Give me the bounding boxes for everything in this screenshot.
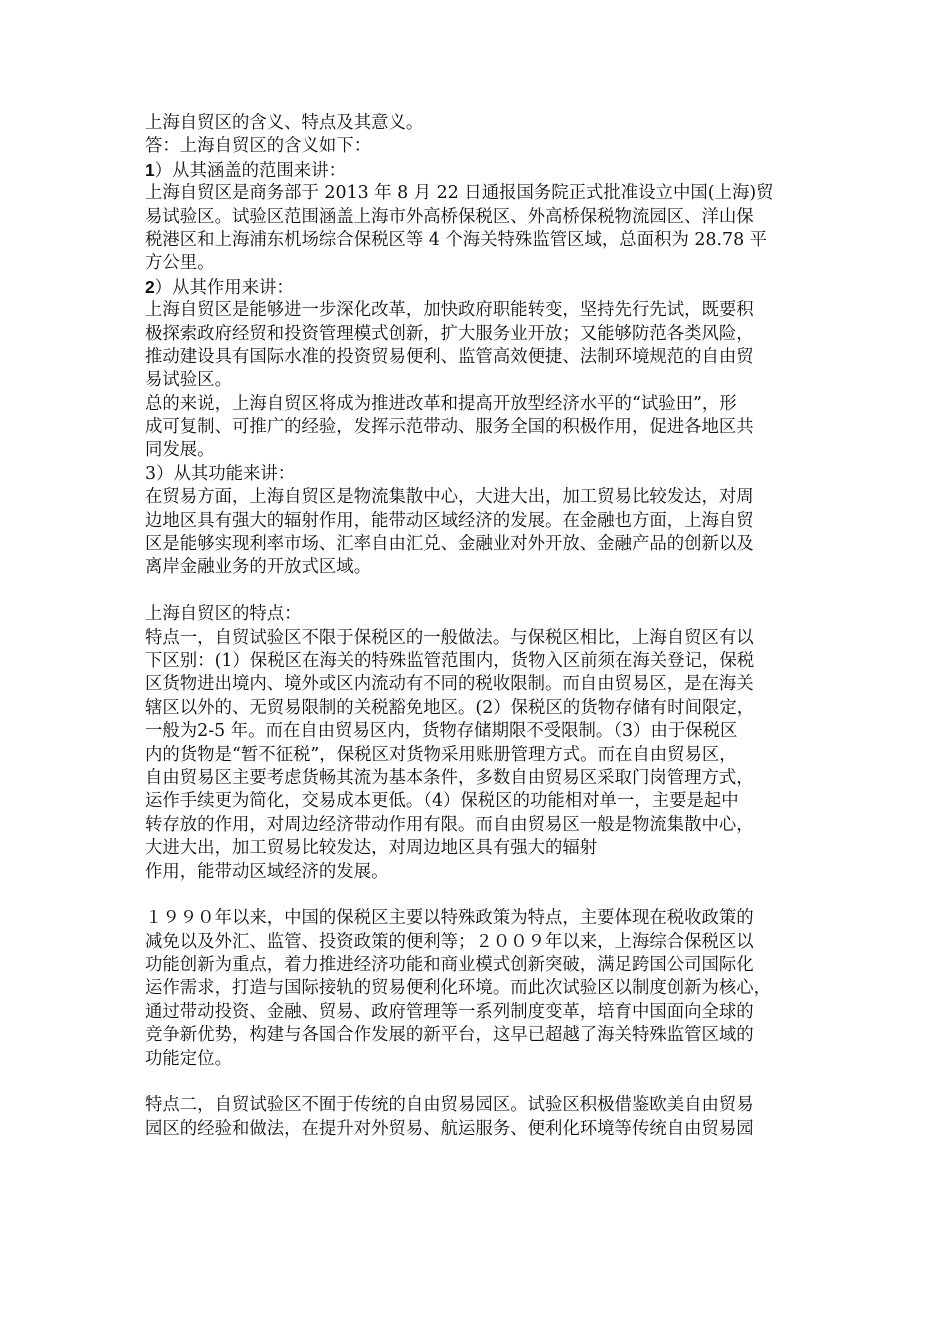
blank-line <box>145 884 805 907</box>
section2-line: 推动建设具有国际水准的投资贸易便利、监管高效便捷、法制环境规范的自由贸 <box>145 346 754 367</box>
section2-line: 易试验区。 <box>145 370 232 391</box>
feature1-line: 运作手续更为简化，交易成本更低。（4）保税区的功能相对单一，主要是起中 <box>145 791 739 812</box>
history-line: 功能创新为重点，着力推进经济功能和商业模式创新突破，满足跨国公司国际化 <box>145 955 754 976</box>
summary-line: 同发展。 <box>145 440 215 461</box>
feature1-line: 大进大出，加工贸易比较发达，对周边地区具有强大的辐射 <box>145 838 598 859</box>
feature2-line: 园区的经验和做法，在提升对外贸易、航运服务、便利化环境等传统自由贸易园 <box>145 1118 754 1139</box>
section2-heading-text: ）从其作用来讲： <box>154 277 294 298</box>
feature1-line: 下区别：(1）保税区在海关的特殊监管范围内，货物入区前须在海关登记，保税 <box>145 650 755 671</box>
section1-line: 易试验区。试验区范围涵盖上海市外高桥保税区、外高桥保税物流园区、洋山保 <box>145 206 754 227</box>
section1-number: 1 <box>145 159 155 180</box>
section1-line: 方公里。 <box>145 253 215 274</box>
section1-line: 税港区和上海浦东机场综合保税区等 4 个海关特殊监管区域，总面积为 28.78 平 <box>145 229 768 250</box>
history-line: 运作需求，打造与国际接轨的贸易便利化环境。而此次试验区以制度创新为核心， <box>145 978 772 999</box>
feature1-line: 转存放的作用，对周边经济带动作用有限。而自由贸易区一般是物流集散中心， <box>145 814 754 835</box>
history-line: 竞争新优势，构建与各国合作发展的新平台，这早已超越了海关特殊监管区域的 <box>145 1025 754 1046</box>
blank-line <box>145 580 805 603</box>
feature1-line: 辖区以外的、无贸易限制的关税豁免地区。(2）保税区的货物存储有时间限定， <box>145 697 755 718</box>
section2-heading <box>145 276 805 299</box>
summary-line: 总的来说，上海自贸区将成为推进改革和提高开放型经济水平的“试验田”，形 <box>145 393 737 414</box>
feature1-line: 自由贸易区主要考虑货畅其流为基本条件，多数自由贸易区采取门岗管理方式， <box>145 767 754 788</box>
history-line: 减免以及外汇、监管、投资政策的便利等；２００９年以来，上海综合保税区以 <box>145 931 754 952</box>
features-title: 上海自贸区的特点： <box>145 604 302 625</box>
blank-line <box>145 1071 805 1094</box>
section3-line: 离岸金融业务的开放式区域。 <box>145 557 372 578</box>
section1-line: 上海自贸区是商务部于 2013 年 8 月 22 日通报国务院正式批准设立中国(上海)贸 <box>145 183 774 204</box>
answer-intro: 答：上海自贸区的含义如下： <box>145 136 372 157</box>
history-line: 通过带动投资、金融、贸易、政府管理等一系列制度变革，培育中国面向全球的 <box>145 1001 754 1022</box>
document-title: 上海自贸区的含义、特点及其意义。 <box>145 113 424 133</box>
section3-line: 在贸易方面，上海自贸区是物流集散中心，大进大出，加工贸易比较发达，对周 <box>145 487 754 508</box>
history-line: １９９０年以来，中国的保税区主要以特殊政策为特点，主要体现在税收政策的 <box>145 908 754 929</box>
section3-line: 边地区具有强大的辐射作用，能带动区域经济的发展。在金融也方面，上海自贸 <box>145 510 754 531</box>
section2-line: 上海自贸区是能够进一步深化改革，加快政府职能转变，坚持先行先试，既要积 <box>145 300 754 321</box>
feature1-line: 区货物进出境内、境外或区内流动有不同的税收限制。而自由贸易区，是在海关 <box>145 674 754 695</box>
feature1-line: 作用，能带动区域经济的发展。 <box>145 861 389 882</box>
section1-heading-text: ）从其涵盖的范围来讲： <box>154 160 346 181</box>
section1-heading <box>145 159 805 182</box>
summary-line: 成可复制、可推广的经验，发挥示范带动、服务全国的积极作用，促进各地区共 <box>145 417 754 438</box>
section3-heading: 3）从其功能来讲： <box>145 463 296 484</box>
section2-number: 2 <box>145 276 155 297</box>
section2-line: 极探索政府经贸和投资管理模式创新，扩大服务业开放；又能够防范各类风险， <box>145 323 754 344</box>
feature2-line: 特点二，自贸试验区不囿于传统的自由贸易园区。试验区积极借鉴欧美自由贸易 <box>145 1095 754 1116</box>
section3-line: 区是能够实现利率市场、汇率自由汇兑、金融业对外开放、金融产品的创新以及 <box>145 534 754 555</box>
history-line: 功能定位。 <box>145 1048 232 1069</box>
document-body <box>145 112 805 1141</box>
feature1-line: 内的货物是“暂不征税”，保税区对货物采用账册管理方式。而在自由贸易区， <box>145 744 737 765</box>
feature1-line: 特点一，自贸试验区不限于保税区的一般做法。与保税区相比，上海自贸区有以 <box>145 627 754 648</box>
feature1-line: 一般为2-5 年。而在自由贸易区内，货物存储期限不受限制。（3）由于保税区 <box>145 721 738 742</box>
